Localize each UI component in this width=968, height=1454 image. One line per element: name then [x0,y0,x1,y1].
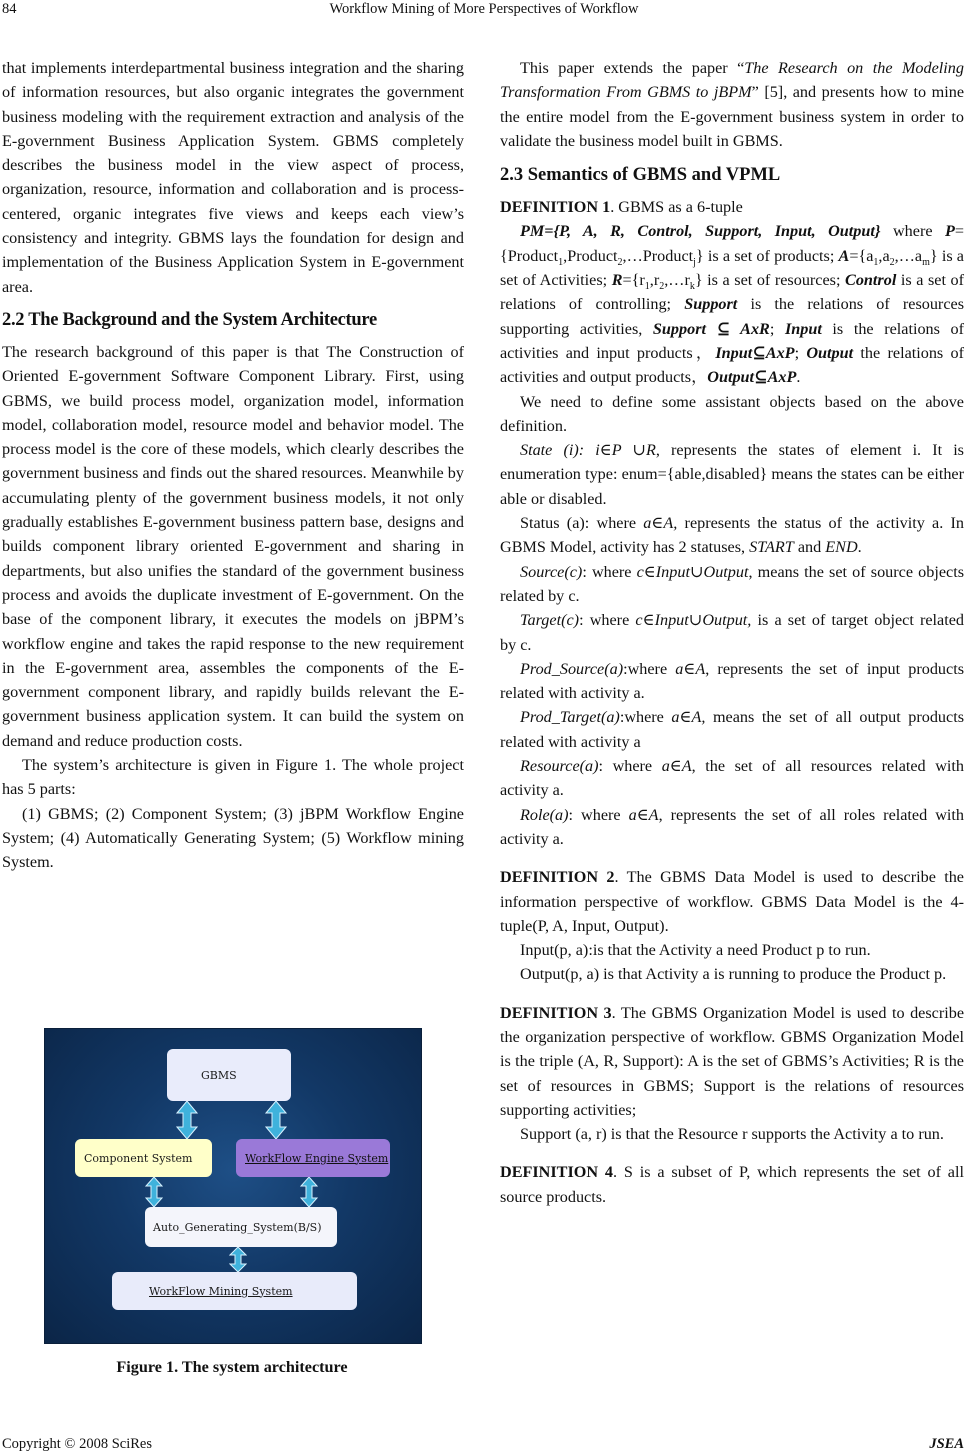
text: ,…a [894,246,923,265]
text: where [880,222,945,241]
text: ={a [849,246,874,265]
paragraph: that implements interdepartmental business integration and the sharing of information resources, but also organic integrates the government business modeling with the requirement extraction and analysis of the E-government Business Application System. GBMS completely describes the business model in the view aspect of process, organization, resource, information and collaboration and is process-centered, organic integrates five views and keeps each view’s consistency and integrity. GBMS lays the foundation for design and implementation of the Business Application System in E-government area. [2,59,464,296]
page-number: 84 [2,1,17,17]
condition: a∈A [661,757,692,776]
symbol: P [944,222,955,241]
cited-title: The Research on the Modeling Transformation From GBMS to jBPM [500,59,964,102]
text: , represents the set of all roles related with activity a. [500,805,964,848]
figure-caption: Figure 1. The system architecture [116,1358,348,1376]
definition-label: DEFINITION 1 [500,198,611,217]
symbol: Control [845,271,897,290]
paragraph: The system’s architecture is given in Figure 1. The whole project has 5 parts: [2,756,464,799]
text: is the relations of activities and input products， [500,319,965,362]
prod-target-definition [500,705,964,754]
text: . The GBMS Data Model is used to describe the information perspective of workflow. GBMS Data Model is the 4-tuple(P, A, Input, Output). [500,868,964,935]
workflow-engine-box [236,1139,390,1177]
text: and [793,538,826,557]
function-label: Prod_Source(a) [520,659,624,678]
gbms-box [167,1049,291,1101]
component-system-label: Component System [84,1151,193,1165]
text: is the relations of resources supporting activities, [500,295,964,338]
right-column [500,56,964,1209]
subscript: 1 [558,257,564,269]
text: ,Product [563,246,618,265]
definition-3 [500,1001,964,1122]
paragraph: Output(p, a) is that Activity a is running to produce the Product p. [520,965,947,984]
symbol: Input [784,319,822,338]
subscript: 1 [644,281,650,293]
state-definition [500,438,964,511]
text: ,a [878,246,890,265]
relation: Output⊆AxP [707,368,797,387]
relation: Input⊆AxP [715,343,795,362]
symbol: Support [684,295,738,314]
definition-4 [500,1160,964,1209]
text: ,…r [664,271,690,290]
text: } is a set of products; [695,246,839,265]
subscript: 2 [889,257,895,269]
text: ; [794,343,807,362]
subscript: 2 [659,281,665,293]
text: the relations of activities and output products， [500,343,964,387]
resource-definition [500,754,964,803]
function-label: Target(c) [520,611,580,630]
subscript: k [689,281,695,293]
condition: a∈A, [671,708,706,727]
condition: a∈A [675,659,706,678]
condition: a∈A, [643,514,678,533]
section-heading-2-2: 2.2 The Background and the System Architecture [2,309,377,330]
definition-label: DEFINITION 2 [500,868,615,887]
condition: c∈Input∪Output, [635,611,752,630]
function-label: Prod_Target(a) [520,708,620,727]
double-arrow-icon [229,1247,247,1272]
auto-generating-label: Auto_Generating_System(B/S) [153,1220,322,1234]
double-arrow-icon [265,1101,287,1139]
text: This paper extends the paper “ [520,59,745,77]
section-heading-2-3: 2.3 Semantics of GBMS and VPML [500,165,781,186]
system-architecture-figure [44,1028,422,1344]
text: ={Product [500,222,965,265]
copyright: Copyright © 2008 SciRes [2,1436,152,1452]
text: , represents the set of input products related with activity a. [500,659,964,703]
running-title: Workflow Mining of More Perspectives of Workflow [329,1,639,17]
paragraph: Input(p, a):is that the Activity a need Product p to run. [520,941,871,960]
text: : where [598,757,662,776]
function-label: Resource(a) [520,757,599,776]
target-definition [500,608,964,657]
symbol: Output [806,343,854,362]
definition-label: DEFINITION 3 [500,1003,612,1022]
text: . The GBMS Organization Model is used to describe the organization perspective of workflow. GBMS Organization Model is the triple (A, R, Support): A is the set of GBMS’s Activities; R is the set of resources in GBMS; Support is the relations of resources supporting activities; [500,1003,965,1119]
text: ,r [649,271,660,290]
text: . GBMS as a 6-tuple [610,198,743,217]
text: ,…Product [622,246,694,265]
text: means the set of all output products related with activity a [500,708,964,751]
gbms-label: GBMS [201,1068,237,1082]
definition-1-body [500,219,964,389]
source-definition [500,560,964,609]
left-column [2,56,464,875]
function-label: State (i): i∈P ∪R [520,441,656,460]
function-label: Source(c) [520,562,583,581]
text: ” [5], and presents how to mine the entire model from the E-government business system in order to validate the business model built in GBMS. [500,83,964,150]
condition: c∈Input∪Output [636,562,749,581]
subscript: 1 [873,257,879,269]
text: : where [568,805,629,824]
prod-source-definition [500,657,964,706]
text: ; [769,319,785,338]
text: , the set of all resources related with activity a. [500,757,964,800]
workflow-engine-label: WorkFlow Engine System [245,1151,389,1165]
text: represents the status of the activity a. In GBMS Model, activity has 2 statuses, [500,514,964,557]
double-arrow-icon [145,1177,163,1207]
symbol: R [611,271,623,290]
text: Status (a): where [520,514,644,533]
paragraph: Support (a, r) is that the Resource r supports the Activity a to run. [520,1125,944,1144]
relation: Support ⊆ AxR [652,319,770,338]
auto-generating-box [145,1207,337,1247]
definition-label: DEFINITION 4 [500,1163,613,1182]
text: } is a set of Activities; [500,246,964,290]
component-system-box [75,1139,212,1177]
text: : where [582,562,637,581]
workflow-mining-box [112,1272,357,1310]
condition: a∈A [628,805,659,824]
double-arrow-icon [176,1101,198,1139]
page-header [0,0,968,22]
text: ={r [622,271,645,290]
text: . [796,368,801,387]
text: is a set of target object related by c. [500,611,965,654]
text: , represents the states of element i. It is enumeration type: enum={able,disabled} means the states can be either able or disabled. [500,441,964,508]
definition-1 [500,195,964,219]
role-definition [500,803,964,852]
symbol: A [838,246,850,265]
text: : where [579,611,636,630]
text: } is a set of resources; [694,271,846,290]
text: , means the set of source objects related by c. [500,562,964,605]
text: is a set of relations of controlling; [500,271,964,314]
paragraph [500,56,964,153]
journal-abbrev: JSEA [929,1436,964,1452]
subscript: 2 [617,257,623,269]
subscript: m [922,257,930,269]
pm-tuple: PM={P, A, R, Control, Support, Input, Output} [520,222,881,241]
status-definition [500,511,964,560]
workflow-mining-label: WorkFlow Mining System [149,1284,293,1298]
text: . [857,538,862,557]
definition-2 [500,865,964,938]
status-start: START [749,538,794,557]
paragraph: We need to define some assistant objects based on the above definition. [500,392,964,435]
status-end: END [825,538,858,557]
subscript: j [693,257,696,269]
text: :where [623,659,676,678]
function-label: Role(a) [520,805,569,824]
double-arrow-icon [300,1177,318,1207]
paragraph: (1) GBMS; (2) Component System; (3) jBPM Workflow Engine System; (4) Automatically Generating System; (5) Workflow mining System. [2,804,464,872]
text: . S is a subset of P, which represents the set of all source products. [500,1163,964,1206]
paragraph: The research background of this paper is that The Construction of Oriented E-government Software Component Library. First, using GBMS, we build process model, organization model, information model, collaboration model, resource model and behavior model. The process model is the core of these models, which clearly describes the government business and finds out the shared resources. Meanwhile by accumulating plenty of the government business models, it not only gradually establishes E-government business pattern base, designs and builds component library oriented E-government and sharing in departments, but also unifies the standard of the government business process and avoids the duplicate investment of E-government. On the base of the component library, it executes the models on jBPM’s workflow engine and takes the rapid response to the new requirement in the E-government area, assembles the components of the E-government component library, and rapidly builds relevant the E-government business application system. It can build the system on demand and reduce production costs. [2,342,464,750]
text: :where [619,708,672,727]
